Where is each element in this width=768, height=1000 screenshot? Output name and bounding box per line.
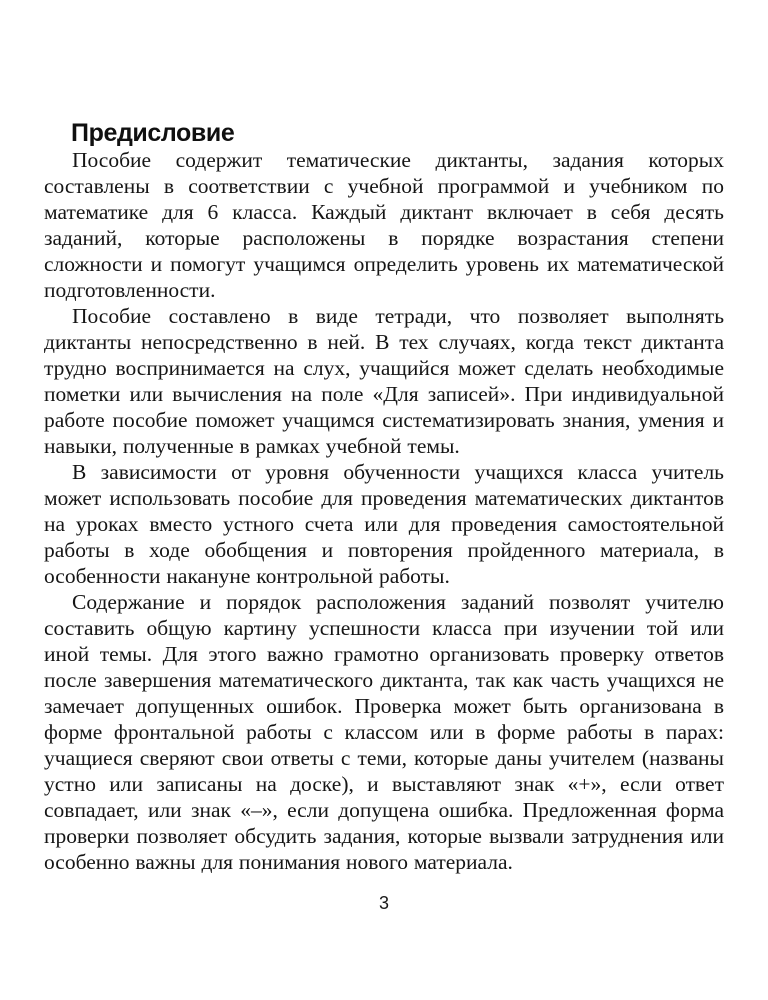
paragraph: Пособие содержит тематические диктанты, задания которых составлены в соответствии с учебной программой и учебником по математике для 6 класса. Каждый диктант включает в себя десять заданий, которые расположены в порядке возрастания степени сложности и помогут учащимся определить уровень их математической подготовленности. — [44, 148, 724, 302]
paragraph: В зависимости от уровня обученности учащихся класса учитель может использовать пособие для проведения математических диктантов на уроках вместо устного счета или для проведения самостоятельной работы в ходе обобщения и повторения пройденного материала, в особенности накануне контрольной работы. — [44, 460, 724, 588]
paragraph: Пособие составлено в виде тетради, что позволяет выполнять диктанты непосредственно в ней. В тех случаях, когда текст диктанта трудно воспринимается на слух, учащийся может сделать необходимые пометки или вычисления на поле «Для записей». При индивидуальной работе пособие поможет учащимся систематизировать знания, умения и навыки, полученные в рамках учебной темы. — [44, 304, 724, 458]
page-title: Предисловие — [71, 118, 235, 147]
paragraph: Содержание и порядок расположения заданий позволят учителю составить общую картину успешности класса при изучении той или иной темы. Для этого важно грамотно организовать проверку ответов после завершения математического диктанта, так как часть учащихся не замечает допущенных ошибок. Проверка может быть организована в форме фронтальной работы с классом или в форме работы в парах: учащиеся сверяют свои ответы с теми, которые даны учителем (названы устно или записаны на доске), и выставляют знак «+», если ответ совпадает, или знак «–», если допущена ошибка. Предложенная форма проверки позволяет обсудить задания, которые вызвали затруднения или особенно важны для понимания нового материала. — [44, 590, 724, 874]
page-number: 3 — [378, 893, 389, 913]
preface-text — [44, 147, 724, 875]
